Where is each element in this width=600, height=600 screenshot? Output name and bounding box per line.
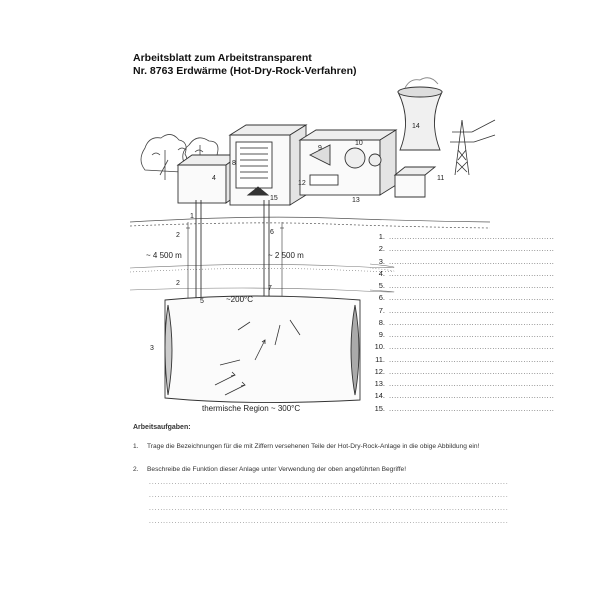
answer-row[interactable]: 14. ................................................................ [374,391,555,401]
answer-row[interactable]: 11. ................................................................ [375,354,555,364]
part-number-14: 14 [412,123,420,130]
answer-row[interactable]: 1. ................................................................ [378,232,555,241]
answer-line[interactable]: ............................................................................................................................... [149,479,509,486]
title-line-2: Nr. 8763 Erdwärme (Hot-Dry-Rock-Verfahren) [133,65,357,77]
answer-line[interactable]: ............................................................................................................................... [149,492,509,499]
part-number-13: 13 [352,197,360,204]
title-line-1: Arbeitsblatt zum Arbeitstransparent [133,52,312,64]
answer-line[interactable]: ............................................................................................................................... [149,505,509,512]
thermal-region [165,296,360,403]
thermal-region-label: thermische Region ~ 300°C [202,404,301,413]
part-number-5: 5 [200,298,204,305]
tasks-heading: Arbeitsaufgaben: [133,424,191,431]
answer-line[interactable]: ............................................................................................................................... [149,518,509,525]
task-2 [133,465,498,474]
answer-list [371,231,555,415]
part-number-9: 9 [318,145,322,152]
ground-surface [130,217,490,228]
rock-layers [130,264,394,292]
answer-row[interactable]: 8. ................................................................ [378,317,555,327]
task-1 [133,442,498,451]
part-number-2b: 2 [176,280,180,287]
part-number-3: 3 [150,345,154,352]
part-number-4: 4 [212,175,216,182]
answer-row[interactable]: 10. ................................................................ [374,342,555,352]
task-1-number: 1. [133,443,139,450]
task-2-number: 2. [133,466,139,473]
part-number-11: 11 [437,175,445,182]
part-number-6: 6 [270,229,274,236]
cooling-tower [398,78,442,150]
answer-row[interactable]: 3. ................................................................ [378,256,555,266]
part-number-12: 12 [298,180,306,187]
tasks-section [133,423,509,530]
answer-row[interactable]: 5. ................................................................ [378,281,555,290]
part-number-15: 15 [270,195,278,202]
part-number-2a: 2 [176,232,180,239]
task-2-text: Beschreibe die Funktion dieser Anlage unter Verwendung der oben angeführten Begriffe! [147,466,407,473]
depth-right-label: ~ 2 500 m [268,251,304,260]
task-1-text: Trage die Bezeichnungen für die mit Ziffern versehenen Teile der Hot-Dry-Rock-Anlage in die obige Abbildung ein! [147,443,480,450]
part-number-1: 1 [190,213,194,220]
answer-row[interactable]: 2. ................................................................ [378,244,555,254]
temperature-label: ~200°C [226,295,253,304]
transmission-tower [450,120,495,175]
plant-buildings [178,125,435,205]
answer-row[interactable]: 9. ................................................................ [378,330,555,339]
part-number-10: 10 [355,140,363,147]
answer-row[interactable]: 7. ................................................................ [378,305,555,315]
answer-row[interactable]: 12. ................................................................ [374,366,555,376]
depth-left-label: ~ 4 500 m [146,251,182,260]
part-number-7: 7 [268,285,272,292]
part-number-8: 8 [232,160,236,167]
answer-row[interactable]: 4. ................................................................ [378,268,555,278]
answer-row[interactable]: 15. ................................................................ [374,403,555,413]
answer-row[interactable]: 6. ................................................................ [378,293,555,303]
answer-row[interactable]: 13. ................................................................ [374,379,555,388]
